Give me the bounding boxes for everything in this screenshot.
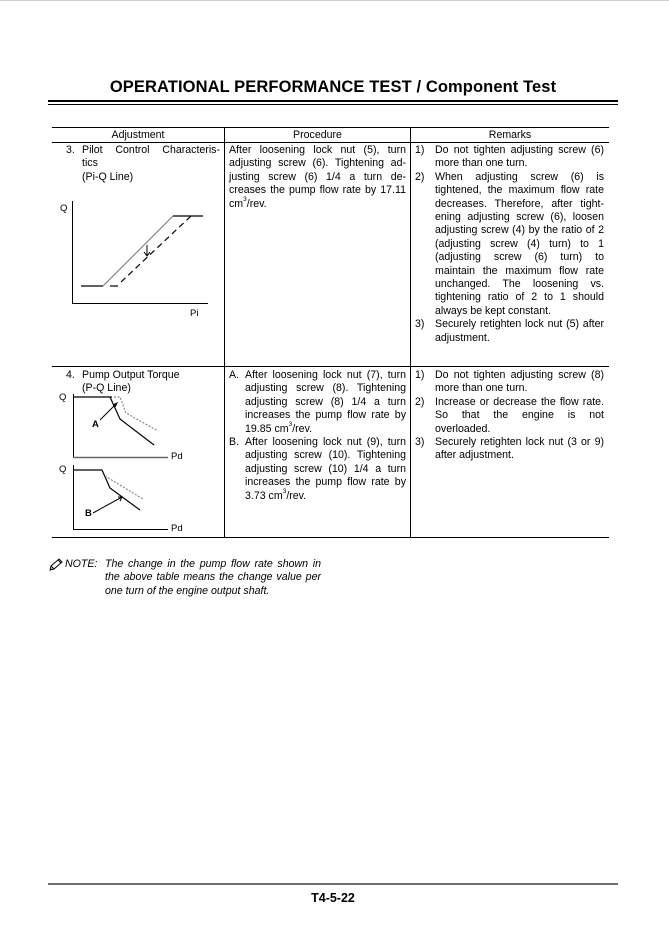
solid-torque-curve (102, 470, 140, 510)
column-header-remarks: Remarks (488, 129, 532, 141)
note-text: The change in the pump flow rate shown in the above table means the change value per one turn of the engine output shaft. (105, 558, 321, 597)
column-header-procedure: Procedure (293, 129, 342, 141)
pointer-b (93, 497, 122, 513)
header-divider (52, 142, 609, 143)
list-item: A. After loosening lock nut (7), turn adjusting screw (8). Tightening adjusting screw (8) 1/4 a turn increases the pump flow rate by 19.85 $cm^3$/rev. (229, 369, 406, 435)
pi-q-graph (58, 197, 218, 322)
procedure-list (229, 369, 406, 503)
column-divider (224, 127, 225, 538)
column-header-adjustment: Adjustment (111, 129, 165, 141)
page-number: T4-5-22 (311, 891, 355, 905)
pointer-a (100, 403, 117, 420)
p-q-graph-a (58, 389, 188, 461)
x-axis-label: Pd (171, 523, 183, 534)
dashed-torque-curve (114, 397, 158, 431)
item-title: Pump Output Torque (82, 369, 180, 381)
remarks-list (415, 369, 604, 463)
list-item: 3) Securely retighten lock nut (5) after adjustment. (415, 318, 604, 344)
y-axis-label: Q (60, 203, 68, 214)
top-border (0, 0, 669, 1)
list-item: 2) When adjusting screw (6) is tightened, the maximum flow rate decreases. Therefore, after tight-ening adjusting screw (6), loosen adjusting screw (4) by the ratio of 2 (adjusting screw (4) turn) to 1 (adjusting screw (6) turn) to maintain the maximum flow rate unchanged. The loosening vs. tightening ratio of 2 to 1 should always be kept constant. (415, 170, 604, 317)
page-title: OPERATIONAL PERFORMANCE TEST / Component Test (109, 78, 557, 96)
list-item: 1) Do not tighten adjusting screw (6) more than one turn. (415, 144, 604, 170)
item-number: 3. (66, 144, 75, 156)
p-q-graph-a-lines (58, 389, 188, 461)
dashed-torque-curve (105, 476, 143, 499)
p-q-graph-b-lines (58, 462, 188, 538)
footer-rule (48, 883, 618, 885)
item-subtitle: (Pi-Q Line) (82, 170, 134, 183)
item-title-cont: tics (82, 157, 98, 170)
remarks-list (415, 144, 604, 345)
note-label: NOTE: (65, 558, 98, 570)
title-rule (48, 100, 618, 102)
y-axis-label: Q (59, 464, 67, 475)
procedure-text: After loosening lock nut (5), turn adjusting screw (6). Tightening ad-justing screw (6) 1/4 a turn de-creases the pump flow rate by 17.11 $cm^3$/rev. (229, 144, 406, 210)
y-axis-label: Q (59, 392, 67, 403)
x-axis-label: Pd (171, 451, 183, 462)
item-subtitle: (P-Q Line) (82, 382, 131, 395)
x-axis-label: Pi (190, 308, 199, 319)
point-label-a: A (92, 419, 99, 430)
title-rule-thin (48, 104, 618, 105)
list-item: 1) Do not tighten adjusting screw (8) more than one turn. (415, 369, 604, 395)
pencil-icon (48, 558, 64, 576)
item-title: Pilot Control Characteris- (82, 144, 220, 156)
list-item: 3) Securely retighten lock nut (3 or 9) after adjustment. (415, 436, 604, 462)
pi-q-graph-lines (58, 197, 218, 322)
list-item: 2) Increase or decrease the flow rate. So that the engine is not overloaded. (415, 395, 604, 435)
column-divider (410, 127, 411, 538)
dashed-slope (121, 216, 191, 282)
list-item: B. After loosening lock nut (9), turn adjusting screw (10). Tightening adjusting screw (10) 1/4 a turn increases the pump flow rate by 3.73 $cm^3$/rev. (229, 436, 406, 502)
p-q-graph-b (58, 462, 188, 538)
item-number: 4. (66, 369, 75, 381)
solid-slope (103, 216, 173, 286)
row-divider (52, 366, 609, 367)
point-label-b: B (85, 508, 92, 519)
